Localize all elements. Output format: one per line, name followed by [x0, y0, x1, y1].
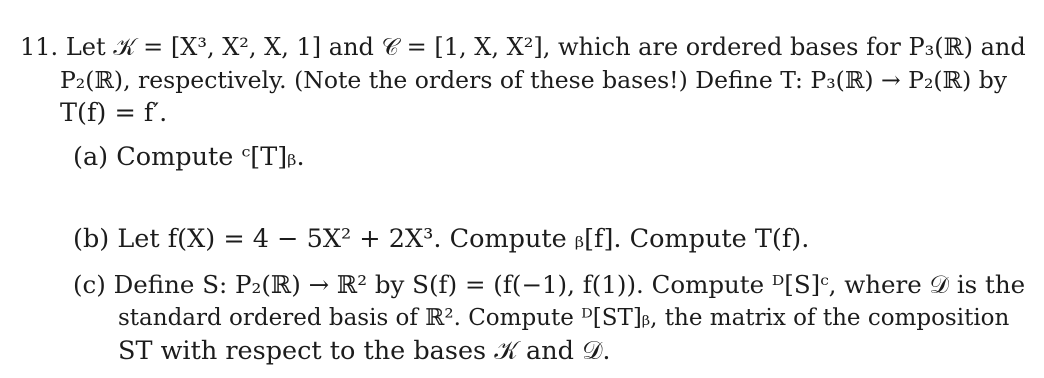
part-c-label: (c)	[73, 270, 106, 299]
part-b	[73, 224, 809, 254]
part-a	[73, 142, 305, 172]
problem-stem-line-2: P₂(ℝ), respectively. (Note the orders of these bases!) Define T: P₃(ℝ) → P₂(ℝ) by	[60, 66, 1008, 94]
stem-text-1: Let 𝒦 = [X³, X², X, 1] and 𝒞 = [1, X, X²], which are ordered bases for P₃(ℝ) and	[65, 33, 1026, 61]
part-c-line-1	[73, 270, 1025, 300]
part-b-label: (b)	[73, 224, 110, 254]
part-b-text: Let f(X) = 4 − 5X² + 2X³. Compute ᵦ[f]. Compute T(f).	[117, 224, 810, 254]
part-c-line-3: ST with respect to the bases 𝒦 and 𝒟.	[118, 336, 611, 366]
part-a-text: Compute ᶜ[T]ᵦ.	[116, 142, 305, 172]
problem-stem-line-3: T(f) = f′.	[60, 98, 168, 128]
problem-number: 11.	[20, 33, 59, 61]
problem-stem-line-1	[20, 32, 1026, 62]
part-c-text-1: Define S: P₂(ℝ) → ℝ² by S(f) = (f(−1), f(1)). Compute ᴰ[S]ᶜ, where 𝒟 is the	[113, 270, 1026, 299]
part-a-label: (a)	[73, 142, 109, 172]
part-c-line-2: standard ordered basis of ℝ². Compute ᴰ[ST]ᵦ, the matrix of the composition	[118, 305, 1010, 331]
